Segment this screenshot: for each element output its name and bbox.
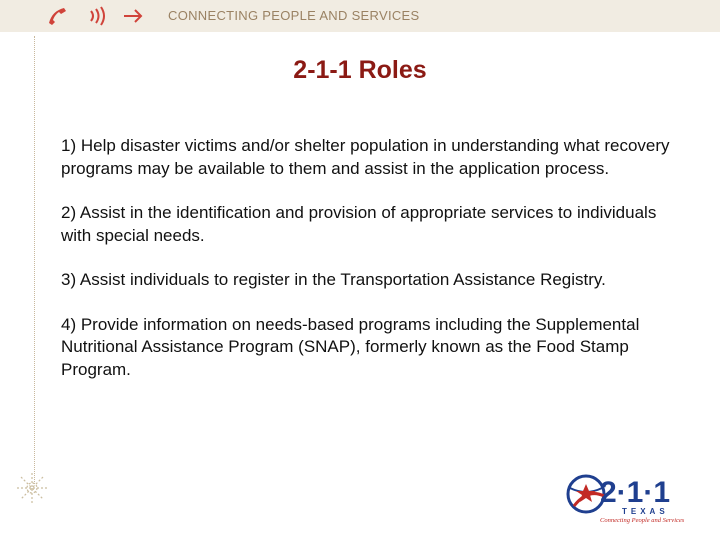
header-tagline: CONNECTING PEOPLE AND SERVICES — [168, 8, 420, 23]
logo-state: TEXAS — [622, 507, 669, 516]
sound-waves-icon — [88, 6, 108, 26]
dotted-divider — [34, 36, 35, 484]
list-item: 4) Provide information on needs-based programs including the Supplemental Nutritional Assistance Program (SNAP), formerly known as the Food Stamp Program. — [61, 314, 640, 379]
phone-icon — [46, 6, 68, 26]
logo-number: 2·1·1 — [600, 476, 671, 509]
list-item: 2) Assist in the identification and provision of appropriate services to individuals with special needs. — [61, 203, 657, 245]
slide-title: 2-1-1 Roles — [293, 56, 427, 84]
list-item: 1) Help disaster victims and/or shelter population in understanding what recovery programs may be available to them and assist in the application process. — [61, 136, 670, 178]
texas-211-logo — [564, 466, 690, 526]
globe-icon — [568, 476, 604, 512]
list-item: 3) Assist individuals to register in the Transportation Assistance Registry. — [61, 270, 606, 289]
arrow-right-icon — [122, 6, 144, 26]
logo-motto: Connecting People and Services — [600, 517, 685, 524]
roles-list — [61, 135, 681, 403]
sunburst-icon — [14, 470, 50, 506]
header-bar — [0, 0, 720, 32]
